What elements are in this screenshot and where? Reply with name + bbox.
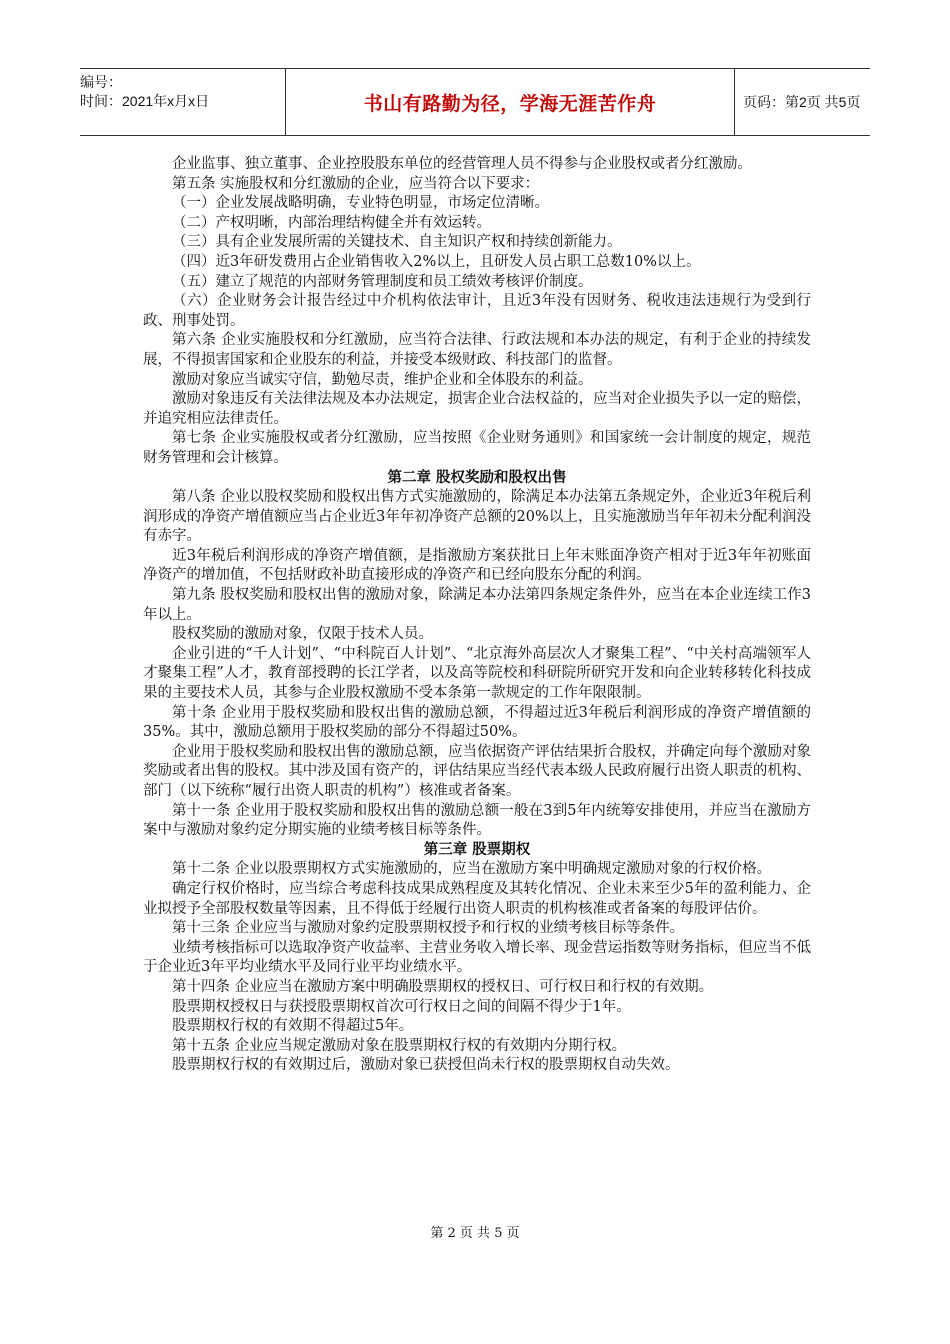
paragraph: （三）具有企业发展所需的关键技术、自主知识产权和持续创新能力。 bbox=[172, 234, 622, 251]
header-page-number: 页码：第2页 共5页 bbox=[743, 94, 861, 110]
paragraph: 业绩考核指标可以选取净资产收益率、主营业务收入增长率、现金营运指数等财务指标，但应当不低于企业近3年平均业绩水平及同行业平均业绩水平。 bbox=[143, 939, 811, 976]
header-motto-cell bbox=[285, 69, 735, 135]
paragraph: 确定行权价格时，应当综合考虑科技成果成熟程度及其转化情况、企业未来至少5年的盈利能力、企业拟授予全部股权数量等因素，且不得低于经履行出资人职责的机构核准或者备案的每股评估价。 bbox=[143, 880, 811, 917]
document-body bbox=[143, 155, 811, 1076]
paragraph: 第十条 企业用于股权奖励和股权出售的激励总额，不得超过近3年税后利润形成的净资产增值额的35%。其中，激励总额用于股权奖励的部分不得超过50%。 bbox=[143, 704, 811, 741]
paragraph: 第十三条 企业应当与激励对象约定股票期权授予和行权的业绩考核目标等条件。 bbox=[172, 920, 685, 937]
paragraph: 企业监事、独立董事、企业控股股东单位的经营管理人员不得参与企业股权或者分红激励。 bbox=[172, 156, 752, 172]
paragraph: 第九条 股权奖励和股权出售的激励对象，除满足本办法第四条规定条件外，应当在本企业连续工作3年以上。 bbox=[143, 587, 811, 623]
paragraph: （六）企业财务会计报告经过中介机构依法审计，且近3年没有因财务、税收违法违规行为受到行政、刑事处罚。 bbox=[143, 293, 811, 329]
paragraph: 激励对象违反有关法律法规及本办法规定，损害企业合法权益的，应当对企业损失予以一定的赔偿，并追究相应法律责任。 bbox=[143, 391, 811, 427]
paragraph: 第十四条 企业应当在激励方案中明确股票期权的授权日、可行权日和行权的有效期。 bbox=[172, 978, 714, 995]
paragraph: 激励对象应当诚实守信，勤勉尽责，维护企业和全体股东的利益。 bbox=[172, 371, 593, 388]
paragraph: 股票期权行权的有效期过后，激励对象已获授但尚未行权的股票期权自动失效。 bbox=[172, 1057, 680, 1074]
document-number-label: 编号： bbox=[80, 74, 122, 90]
paragraph: 第六条 企业实施股权和分红激励，应当符合法律、行政法规和本办法的规定，有利于企业的持续发展，不得损害国家和企业股东的利益，并接受本级财政、科技部门的监督。 bbox=[143, 332, 811, 368]
paragraph: 企业用于股权奖励和股权出售的激励总额，应当依据资产评估结果折合股权，并确定向每个激励对象奖励或者出售的股权。其中涉及国有资产的，评估结果应当经代表本级人民政府履行出资人职责的机构、部门（以下统称“履行出资人职责的机构”）核准或者备案。 bbox=[143, 743, 811, 799]
header-page-cell bbox=[735, 69, 870, 135]
chapter-heading: 第三章 股票期权 bbox=[423, 841, 531, 858]
paragraph: 第十二条 企业以股票期权方式实施激励的，应当在激励方案中明确规定激励对象的行权价格。 bbox=[172, 861, 772, 878]
paragraph: 第十五条 企业应当规定激励对象在股票期权行权的有效期内分期行权。 bbox=[172, 1037, 627, 1054]
paragraph: 第七条 企业实施股权或者分红激励，应当按照《企业财务通则》和国家统一会计制度的规定，规范财务管理和会计核算。 bbox=[143, 430, 811, 466]
paragraph: 近3年税后利润形成的净资产增值额，是指激励方案获批日上年末账面净资产相对于近3年年初账面净资产的增加值，不包括财政补助直接形成的净资产和已经向股东分配的利润。 bbox=[143, 547, 811, 584]
paragraph: （四）近3年研发费用占企业销售收入2%以上，且研发人员占职工总数10%以上。 bbox=[172, 253, 701, 270]
document-date-label: 时间：2021年x月x日 bbox=[80, 93, 210, 109]
paragraph: 股权奖励的激励对象，仅限于技术人员。 bbox=[172, 626, 433, 643]
chapter-heading: 第二章 股权奖励和股权出售 bbox=[387, 469, 567, 486]
page-header bbox=[80, 68, 870, 136]
paragraph: 股票期权行权的有效期不得超过5年。 bbox=[172, 1018, 414, 1035]
footer-page-number: 第 2 页 共 5 页 bbox=[430, 1226, 520, 1241]
paragraph: （一）企业发展战略明确，专业特色明显，市场定位清晰。 bbox=[172, 195, 549, 212]
page-footer bbox=[0, 1222, 950, 1241]
paragraph: 股票期权授权日与获授股票期权首次可行权日之间的间隔不得少于1年。 bbox=[172, 998, 631, 1015]
paragraph: 第十一条 企业用于股权奖励和股权出售的激励总额一般在3到5年内统筹安排使用，并应当在激励方案中与激励对象约定分期实施的业绩考核目标等条件。 bbox=[143, 802, 811, 839]
paragraph: 企业引进的“千人计划”、“中科院百人计划”、“北京海外高层次人才聚集工程”、“中关村高端领军人才聚集工程”人才，教育部授聘的长江学者，以及高等院校和科研院所研究开发和向企业转移转化科技成果的主要技术人员，其参与企业股权激励不受本条第一款规定的工作年限限制。 bbox=[143, 645, 811, 702]
paragraph: （二）产权明晰，内部治理结构健全并有效运转。 bbox=[172, 214, 491, 231]
header-motto: 书山有路勤为径，学海无涯苦作舟 bbox=[363, 92, 657, 115]
paragraph: 第八条 企业以股权奖励和股权出售方式实施激励的，除满足本办法第五条规定外，企业近3年税后利润形成的净资产增值额应当占企业近3年年初净资产总额的20%以上，且实施激励当年年初未分配利润没有赤字。 bbox=[143, 489, 811, 545]
header-meta bbox=[80, 69, 285, 135]
paragraph: （五）建立了规范的内部财务管理制度和员工绩效考核评价制度。 bbox=[172, 273, 593, 290]
paragraph: 第五条 实施股权和分红激励的企业，应当符合以下要求： bbox=[172, 175, 540, 192]
